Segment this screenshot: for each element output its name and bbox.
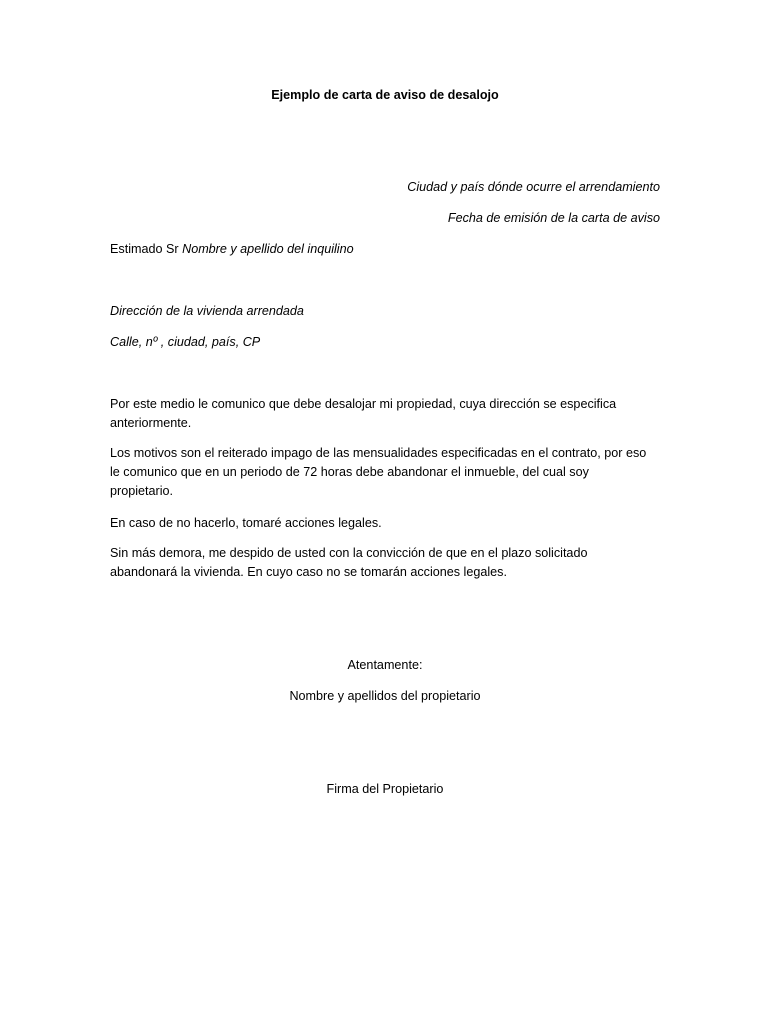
paragraph-1: Por este medio le comunico que debe desalojar mi propiedad, cuya dirección se especifica anteriormente. bbox=[110, 397, 617, 430]
paragraph-4: Sin más demora, me despido de usted con la convicción de que en el plazo solicitado abandonará la vivienda. En cuyo caso no se tomarán acciones legales. bbox=[110, 546, 588, 579]
paragraph-2: Los motivos son el reiterado impago de las mensualidades especificadas en el contrato, por eso le comunico que en un periodo de 72 horas debe abandonar el inmueble, del cual soy propietario. bbox=[110, 446, 647, 498]
owner-name: Nombre y apellidos del propietario bbox=[289, 689, 481, 703]
closing: Atentamente: bbox=[347, 658, 423, 672]
location-line: Ciudad y país dónde ocurre el arrendamiento bbox=[407, 180, 660, 194]
greeting-name: Nombre y apellido del inquilino bbox=[182, 242, 354, 256]
address-heading: Dirección de la vivienda arrendada bbox=[110, 304, 304, 318]
address-detail: Calle, nº , ciudad, país, CP bbox=[110, 335, 261, 349]
greeting bbox=[110, 240, 354, 259]
paragraph-3: En caso de no hacerlo, tomaré acciones legales. bbox=[110, 516, 382, 530]
date-line: Fecha de emisión de la carta de aviso bbox=[447, 211, 660, 225]
document-title: Ejemplo de carta de aviso de desalojo bbox=[271, 88, 499, 102]
greeting-prefix: Estimado Sr bbox=[110, 242, 183, 256]
signature-line: Firma del Propietario bbox=[326, 782, 444, 796]
